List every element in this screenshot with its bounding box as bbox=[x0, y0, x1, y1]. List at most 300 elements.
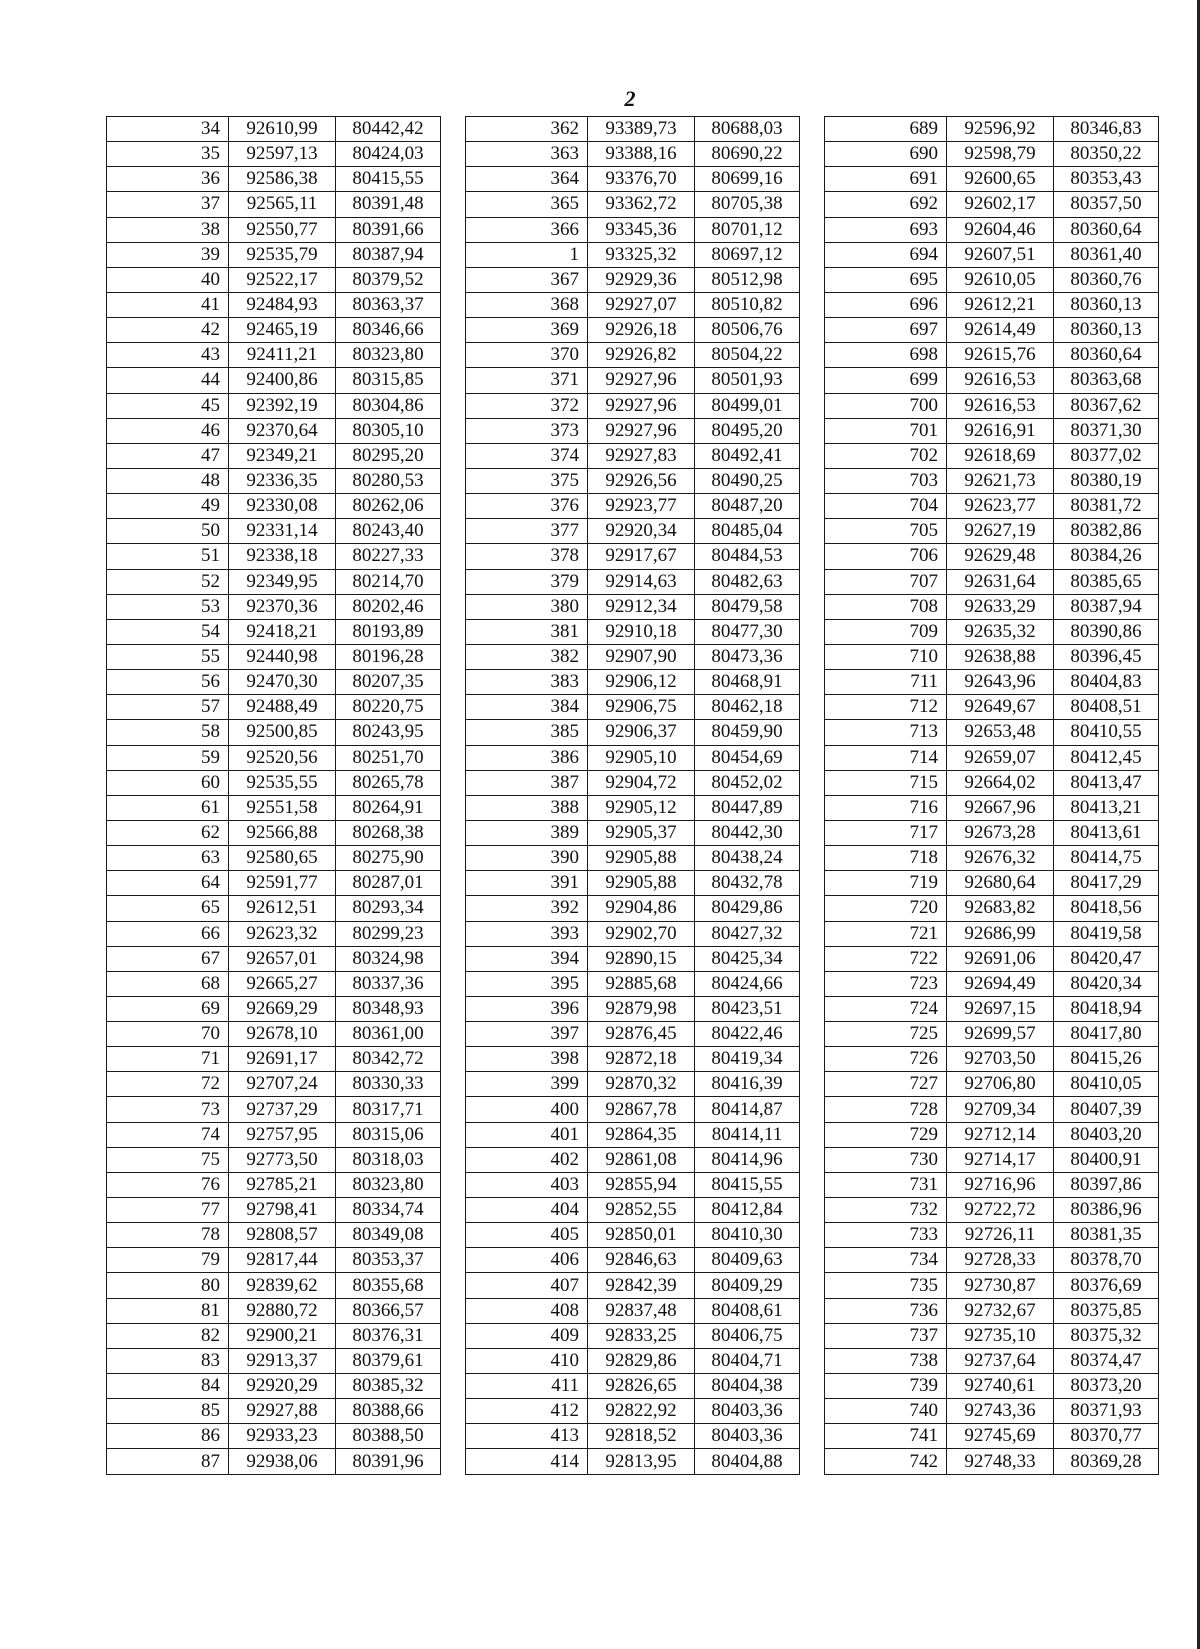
point-number-cell: 364 bbox=[466, 167, 588, 192]
point-number-cell: 401 bbox=[466, 1122, 588, 1147]
table-row bbox=[825, 1223, 1159, 1248]
x-coordinate-cell: 92484,93 bbox=[229, 292, 336, 317]
y-coordinate-cell: 80346,83 bbox=[1054, 117, 1159, 142]
x-coordinate-cell: 92649,67 bbox=[947, 695, 1054, 720]
point-number-cell: 44 bbox=[107, 368, 229, 393]
y-coordinate-cell: 80367,62 bbox=[1054, 393, 1159, 418]
y-coordinate-cell: 80487,20 bbox=[695, 494, 800, 519]
y-coordinate-cell: 80342,72 bbox=[336, 1047, 441, 1072]
table-row bbox=[107, 167, 441, 192]
point-number-cell: 383 bbox=[466, 670, 588, 695]
x-coordinate-cell: 92822,92 bbox=[588, 1399, 695, 1424]
x-coordinate-cell: 92743,36 bbox=[947, 1399, 1054, 1424]
table-row bbox=[825, 368, 1159, 393]
point-number-cell: 41 bbox=[107, 292, 229, 317]
x-coordinate-cell: 92338,18 bbox=[229, 544, 336, 569]
x-coordinate-cell: 92349,21 bbox=[229, 443, 336, 468]
point-number-cell: 380 bbox=[466, 594, 588, 619]
table-row bbox=[825, 770, 1159, 795]
table-row bbox=[466, 519, 800, 544]
table-row bbox=[825, 946, 1159, 971]
y-coordinate-cell: 80280,53 bbox=[336, 468, 441, 493]
x-coordinate-cell: 92586,38 bbox=[229, 167, 336, 192]
point-number-cell: 36 bbox=[107, 167, 229, 192]
table-row bbox=[107, 896, 441, 921]
point-number-cell: 727 bbox=[825, 1072, 947, 1097]
x-coordinate-cell: 92686,99 bbox=[947, 921, 1054, 946]
y-coordinate-cell: 80400,91 bbox=[1054, 1147, 1159, 1172]
table-row bbox=[107, 192, 441, 217]
x-coordinate-cell: 92864,35 bbox=[588, 1122, 695, 1147]
x-coordinate-cell: 92535,79 bbox=[229, 242, 336, 267]
table-row bbox=[107, 318, 441, 343]
x-coordinate-cell: 92600,65 bbox=[947, 167, 1054, 192]
table-row bbox=[107, 418, 441, 443]
point-number-cell: 80 bbox=[107, 1273, 229, 1298]
point-number-cell: 410 bbox=[466, 1348, 588, 1373]
x-coordinate-cell: 92635,32 bbox=[947, 619, 1054, 644]
y-coordinate-cell: 80410,05 bbox=[1054, 1072, 1159, 1097]
y-coordinate-cell: 80385,32 bbox=[336, 1374, 441, 1399]
y-coordinate-cell: 80418,56 bbox=[1054, 896, 1159, 921]
table-row bbox=[825, 443, 1159, 468]
table-row bbox=[466, 393, 800, 418]
x-coordinate-cell: 92703,50 bbox=[947, 1047, 1054, 1072]
table-row bbox=[466, 670, 800, 695]
x-coordinate-cell: 92566,88 bbox=[229, 820, 336, 845]
table-row bbox=[107, 846, 441, 871]
table-row bbox=[466, 971, 800, 996]
y-coordinate-cell: 80304,86 bbox=[336, 393, 441, 418]
point-number-cell: 713 bbox=[825, 720, 947, 745]
x-coordinate-cell: 92712,14 bbox=[947, 1122, 1054, 1147]
y-coordinate-cell: 80295,20 bbox=[336, 443, 441, 468]
point-number-cell: 78 bbox=[107, 1223, 229, 1248]
x-coordinate-cell: 92737,29 bbox=[229, 1097, 336, 1122]
point-number-cell: 73 bbox=[107, 1097, 229, 1122]
x-coordinate-cell: 92905,12 bbox=[588, 795, 695, 820]
table-row bbox=[107, 1348, 441, 1373]
x-coordinate-cell: 92904,86 bbox=[588, 896, 695, 921]
table-row bbox=[466, 996, 800, 1021]
x-coordinate-cell: 92829,86 bbox=[588, 1348, 695, 1373]
table-row bbox=[466, 418, 800, 443]
point-number-cell: 34 bbox=[107, 117, 229, 142]
x-coordinate-cell: 92596,92 bbox=[947, 117, 1054, 142]
table-row bbox=[107, 1097, 441, 1122]
x-coordinate-cell: 92773,50 bbox=[229, 1147, 336, 1172]
point-number-cell: 370 bbox=[466, 343, 588, 368]
x-coordinate-cell: 92926,82 bbox=[588, 343, 695, 368]
point-number-cell: 1 bbox=[466, 242, 588, 267]
point-number-cell: 86 bbox=[107, 1424, 229, 1449]
y-coordinate-cell: 80382,86 bbox=[1054, 519, 1159, 544]
y-coordinate-cell: 80699,16 bbox=[695, 167, 800, 192]
point-number-cell: 738 bbox=[825, 1348, 947, 1373]
x-coordinate-cell: 92551,58 bbox=[229, 795, 336, 820]
x-coordinate-cell: 92638,88 bbox=[947, 644, 1054, 669]
y-coordinate-cell: 80330,33 bbox=[336, 1072, 441, 1097]
y-coordinate-cell: 80363,68 bbox=[1054, 368, 1159, 393]
table-row bbox=[825, 1273, 1159, 1298]
y-coordinate-cell: 80380,19 bbox=[1054, 468, 1159, 493]
point-number-cell: 704 bbox=[825, 494, 947, 519]
y-coordinate-cell: 80353,37 bbox=[336, 1248, 441, 1273]
x-coordinate-cell: 92913,37 bbox=[229, 1348, 336, 1373]
x-coordinate-cell: 92929,36 bbox=[588, 267, 695, 292]
x-coordinate-cell: 92520,56 bbox=[229, 745, 336, 770]
y-coordinate-cell: 80492,41 bbox=[695, 443, 800, 468]
table-row bbox=[825, 1248, 1159, 1273]
table-row bbox=[825, 1449, 1159, 1474]
y-coordinate-cell: 80429,86 bbox=[695, 896, 800, 921]
table-row bbox=[825, 695, 1159, 720]
y-coordinate-cell: 80385,65 bbox=[1054, 569, 1159, 594]
point-number-cell: 705 bbox=[825, 519, 947, 544]
y-coordinate-cell: 80378,70 bbox=[1054, 1248, 1159, 1273]
y-coordinate-cell: 80348,93 bbox=[336, 996, 441, 1021]
coordinates-table-middle bbox=[465, 116, 800, 1475]
table-row bbox=[107, 468, 441, 493]
table-row bbox=[825, 1147, 1159, 1172]
y-coordinate-cell: 80207,35 bbox=[336, 670, 441, 695]
point-number-cell: 394 bbox=[466, 946, 588, 971]
table-row bbox=[825, 1323, 1159, 1348]
y-coordinate-cell: 80423,51 bbox=[695, 996, 800, 1021]
point-number-cell: 35 bbox=[107, 142, 229, 167]
point-number-cell: 70 bbox=[107, 1022, 229, 1047]
table-row bbox=[825, 1097, 1159, 1122]
table-row bbox=[825, 971, 1159, 996]
x-coordinate-cell: 92817,44 bbox=[229, 1248, 336, 1273]
point-number-cell: 388 bbox=[466, 795, 588, 820]
y-coordinate-cell: 80360,13 bbox=[1054, 292, 1159, 317]
y-coordinate-cell: 80337,36 bbox=[336, 971, 441, 996]
table-row bbox=[466, 1399, 800, 1424]
y-coordinate-cell: 80202,46 bbox=[336, 594, 441, 619]
point-number-cell: 59 bbox=[107, 745, 229, 770]
x-coordinate-cell: 92370,36 bbox=[229, 594, 336, 619]
x-coordinate-cell: 92612,21 bbox=[947, 292, 1054, 317]
table-row bbox=[107, 770, 441, 795]
y-coordinate-cell: 80315,06 bbox=[336, 1122, 441, 1147]
point-number-cell: 375 bbox=[466, 468, 588, 493]
table-row bbox=[107, 795, 441, 820]
table-row bbox=[466, 117, 800, 142]
x-coordinate-cell: 92621,73 bbox=[947, 468, 1054, 493]
x-coordinate-cell: 92914,63 bbox=[588, 569, 695, 594]
table-row bbox=[825, 292, 1159, 317]
table-row bbox=[107, 393, 441, 418]
point-number-cell: 398 bbox=[466, 1047, 588, 1072]
point-number-cell: 53 bbox=[107, 594, 229, 619]
point-number-cell: 400 bbox=[466, 1097, 588, 1122]
x-coordinate-cell: 92330,08 bbox=[229, 494, 336, 519]
point-number-cell: 717 bbox=[825, 820, 947, 845]
y-coordinate-cell: 80227,33 bbox=[336, 544, 441, 569]
point-number-cell: 399 bbox=[466, 1072, 588, 1097]
point-number-cell: 409 bbox=[466, 1323, 588, 1348]
x-coordinate-cell: 92905,10 bbox=[588, 745, 695, 770]
point-number-cell: 50 bbox=[107, 519, 229, 544]
point-number-cell: 696 bbox=[825, 292, 947, 317]
y-coordinate-cell: 80484,53 bbox=[695, 544, 800, 569]
y-coordinate-cell: 80413,61 bbox=[1054, 820, 1159, 845]
x-coordinate-cell: 92488,49 bbox=[229, 695, 336, 720]
y-coordinate-cell: 80479,58 bbox=[695, 594, 800, 619]
y-coordinate-cell: 80353,43 bbox=[1054, 167, 1159, 192]
y-coordinate-cell: 80404,38 bbox=[695, 1374, 800, 1399]
x-coordinate-cell: 92349,95 bbox=[229, 569, 336, 594]
y-coordinate-cell: 80459,90 bbox=[695, 720, 800, 745]
table-row bbox=[825, 619, 1159, 644]
y-coordinate-cell: 80414,11 bbox=[695, 1122, 800, 1147]
point-number-cell: 692 bbox=[825, 192, 947, 217]
y-coordinate-cell: 80408,51 bbox=[1054, 695, 1159, 720]
x-coordinate-cell: 93389,73 bbox=[588, 117, 695, 142]
y-coordinate-cell: 80374,47 bbox=[1054, 1348, 1159, 1373]
point-number-cell: 67 bbox=[107, 946, 229, 971]
y-coordinate-cell: 80473,36 bbox=[695, 644, 800, 669]
point-number-cell: 371 bbox=[466, 368, 588, 393]
point-number-cell: 733 bbox=[825, 1223, 947, 1248]
point-number-cell: 403 bbox=[466, 1172, 588, 1197]
point-number-cell: 721 bbox=[825, 921, 947, 946]
x-coordinate-cell: 92732,67 bbox=[947, 1298, 1054, 1323]
x-coordinate-cell: 92627,19 bbox=[947, 519, 1054, 544]
y-coordinate-cell: 80409,63 bbox=[695, 1248, 800, 1273]
x-coordinate-cell: 92591,77 bbox=[229, 871, 336, 896]
x-coordinate-cell: 92706,80 bbox=[947, 1072, 1054, 1097]
point-number-cell: 726 bbox=[825, 1047, 947, 1072]
table-row bbox=[466, 745, 800, 770]
x-coordinate-cell: 92905,37 bbox=[588, 820, 695, 845]
y-coordinate-cell: 80350,22 bbox=[1054, 142, 1159, 167]
y-coordinate-cell: 80390,86 bbox=[1054, 619, 1159, 644]
point-number-cell: 84 bbox=[107, 1374, 229, 1399]
table-row bbox=[107, 1424, 441, 1449]
table-row bbox=[107, 871, 441, 896]
table-row bbox=[466, 1097, 800, 1122]
point-number-cell: 372 bbox=[466, 393, 588, 418]
point-number-cell: 381 bbox=[466, 619, 588, 644]
y-coordinate-cell: 80512,98 bbox=[695, 267, 800, 292]
y-coordinate-cell: 80510,82 bbox=[695, 292, 800, 317]
x-coordinate-cell: 92440,98 bbox=[229, 644, 336, 669]
point-number-cell: 45 bbox=[107, 393, 229, 418]
x-coordinate-cell: 92923,77 bbox=[588, 494, 695, 519]
x-coordinate-cell: 92879,98 bbox=[588, 996, 695, 1021]
table-row bbox=[825, 494, 1159, 519]
x-coordinate-cell: 92740,61 bbox=[947, 1374, 1054, 1399]
x-coordinate-cell: 92370,64 bbox=[229, 418, 336, 443]
y-coordinate-cell: 80417,80 bbox=[1054, 1022, 1159, 1047]
x-coordinate-cell: 92643,96 bbox=[947, 670, 1054, 695]
table-row bbox=[107, 921, 441, 946]
x-coordinate-cell: 92331,14 bbox=[229, 519, 336, 544]
table-row bbox=[466, 619, 800, 644]
x-coordinate-cell: 92418,21 bbox=[229, 619, 336, 644]
y-coordinate-cell: 80690,22 bbox=[695, 142, 800, 167]
table-row bbox=[466, 871, 800, 896]
point-number-cell: 734 bbox=[825, 1248, 947, 1273]
y-coordinate-cell: 80501,93 bbox=[695, 368, 800, 393]
x-coordinate-cell: 92833,25 bbox=[588, 1323, 695, 1348]
x-coordinate-cell: 92910,18 bbox=[588, 619, 695, 644]
table-row bbox=[466, 1122, 800, 1147]
x-coordinate-cell: 92616,91 bbox=[947, 418, 1054, 443]
table-row bbox=[825, 393, 1159, 418]
point-number-cell: 407 bbox=[466, 1273, 588, 1298]
table-row bbox=[107, 1399, 441, 1424]
y-coordinate-cell: 80432,78 bbox=[695, 871, 800, 896]
x-coordinate-cell: 92633,29 bbox=[947, 594, 1054, 619]
y-coordinate-cell: 80419,34 bbox=[695, 1047, 800, 1072]
point-number-cell: 54 bbox=[107, 619, 229, 644]
x-coordinate-cell: 92565,11 bbox=[229, 192, 336, 217]
y-coordinate-cell: 80427,32 bbox=[695, 921, 800, 946]
y-coordinate-cell: 80397,86 bbox=[1054, 1172, 1159, 1197]
table-row bbox=[825, 192, 1159, 217]
x-coordinate-cell: 92850,01 bbox=[588, 1223, 695, 1248]
x-coordinate-cell: 92867,78 bbox=[588, 1097, 695, 1122]
point-number-cell: 363 bbox=[466, 142, 588, 167]
point-number-cell: 707 bbox=[825, 569, 947, 594]
point-number-cell: 51 bbox=[107, 544, 229, 569]
table-row bbox=[466, 594, 800, 619]
table-row bbox=[825, 670, 1159, 695]
table-row bbox=[825, 921, 1159, 946]
x-coordinate-cell: 92872,18 bbox=[588, 1047, 695, 1072]
x-coordinate-cell: 92659,07 bbox=[947, 745, 1054, 770]
x-coordinate-cell: 92550,77 bbox=[229, 217, 336, 242]
point-number-cell: 402 bbox=[466, 1147, 588, 1172]
x-coordinate-cell: 92846,63 bbox=[588, 1248, 695, 1273]
table-row bbox=[825, 267, 1159, 292]
y-coordinate-cell: 80360,64 bbox=[1054, 343, 1159, 368]
table-row bbox=[107, 1072, 441, 1097]
x-coordinate-cell: 92818,52 bbox=[588, 1424, 695, 1449]
x-coordinate-cell: 92716,96 bbox=[947, 1172, 1054, 1197]
x-coordinate-cell: 92653,48 bbox=[947, 720, 1054, 745]
table-row bbox=[466, 292, 800, 317]
point-number-cell: 77 bbox=[107, 1198, 229, 1223]
point-number-cell: 42 bbox=[107, 318, 229, 343]
y-coordinate-cell: 80415,55 bbox=[695, 1172, 800, 1197]
y-coordinate-cell: 80387,94 bbox=[1054, 594, 1159, 619]
y-coordinate-cell: 80422,46 bbox=[695, 1022, 800, 1047]
x-coordinate-cell: 92798,41 bbox=[229, 1198, 336, 1223]
point-number-cell: 716 bbox=[825, 795, 947, 820]
table-row bbox=[825, 343, 1159, 368]
x-coordinate-cell: 92927,88 bbox=[229, 1399, 336, 1424]
y-coordinate-cell: 80420,47 bbox=[1054, 946, 1159, 971]
y-coordinate-cell: 80391,66 bbox=[336, 217, 441, 242]
point-number-cell: 703 bbox=[825, 468, 947, 493]
point-number-cell: 708 bbox=[825, 594, 947, 619]
y-coordinate-cell: 80262,06 bbox=[336, 494, 441, 519]
table-row bbox=[107, 368, 441, 393]
table-row bbox=[107, 1374, 441, 1399]
point-number-cell: 382 bbox=[466, 644, 588, 669]
point-number-cell: 690 bbox=[825, 142, 947, 167]
y-coordinate-cell: 80408,61 bbox=[695, 1298, 800, 1323]
table-row bbox=[825, 117, 1159, 142]
table-row bbox=[825, 468, 1159, 493]
point-number-cell: 730 bbox=[825, 1147, 947, 1172]
x-coordinate-cell: 92709,34 bbox=[947, 1097, 1054, 1122]
y-coordinate-cell: 80346,66 bbox=[336, 318, 441, 343]
x-coordinate-cell: 93345,36 bbox=[588, 217, 695, 242]
point-number-cell: 46 bbox=[107, 418, 229, 443]
x-coordinate-cell: 92465,19 bbox=[229, 318, 336, 343]
y-coordinate-cell: 80243,95 bbox=[336, 720, 441, 745]
x-coordinate-cell: 93376,70 bbox=[588, 167, 695, 192]
table-row bbox=[107, 1172, 441, 1197]
y-coordinate-cell: 80361,40 bbox=[1054, 242, 1159, 267]
x-coordinate-cell: 92870,32 bbox=[588, 1072, 695, 1097]
x-coordinate-cell: 92678,10 bbox=[229, 1022, 336, 1047]
table-row bbox=[466, 1047, 800, 1072]
table-row bbox=[107, 544, 441, 569]
x-coordinate-cell: 92400,86 bbox=[229, 368, 336, 393]
x-coordinate-cell: 93362,72 bbox=[588, 192, 695, 217]
x-coordinate-cell: 92842,39 bbox=[588, 1273, 695, 1298]
x-coordinate-cell: 92927,96 bbox=[588, 418, 695, 443]
y-coordinate-cell: 80375,85 bbox=[1054, 1298, 1159, 1323]
y-coordinate-cell: 80482,63 bbox=[695, 569, 800, 594]
x-coordinate-cell: 92905,88 bbox=[588, 871, 695, 896]
y-coordinate-cell: 80447,89 bbox=[695, 795, 800, 820]
table-row bbox=[466, 217, 800, 242]
point-number-cell: 367 bbox=[466, 267, 588, 292]
y-coordinate-cell: 80275,90 bbox=[336, 846, 441, 871]
x-coordinate-cell: 92927,83 bbox=[588, 443, 695, 468]
y-coordinate-cell: 80265,78 bbox=[336, 770, 441, 795]
point-number-cell: 737 bbox=[825, 1323, 947, 1348]
table-row bbox=[825, 1399, 1159, 1424]
point-number-cell: 63 bbox=[107, 846, 229, 871]
point-number-cell: 62 bbox=[107, 820, 229, 845]
table-row bbox=[466, 946, 800, 971]
point-number-cell: 694 bbox=[825, 242, 947, 267]
x-coordinate-cell: 92697,15 bbox=[947, 996, 1054, 1021]
y-coordinate-cell: 80196,28 bbox=[336, 644, 441, 669]
y-coordinate-cell: 80381,35 bbox=[1054, 1223, 1159, 1248]
x-coordinate-cell: 92336,35 bbox=[229, 468, 336, 493]
point-number-cell: 74 bbox=[107, 1122, 229, 1147]
x-coordinate-cell: 92785,21 bbox=[229, 1172, 336, 1197]
point-number-cell: 742 bbox=[825, 1449, 947, 1474]
x-coordinate-cell: 92680,64 bbox=[947, 871, 1054, 896]
point-number-cell: 52 bbox=[107, 569, 229, 594]
x-coordinate-cell: 92933,23 bbox=[229, 1424, 336, 1449]
table-row bbox=[107, 644, 441, 669]
table-row bbox=[466, 494, 800, 519]
y-coordinate-cell: 80425,34 bbox=[695, 946, 800, 971]
point-number-cell: 64 bbox=[107, 871, 229, 896]
point-number-cell: 736 bbox=[825, 1298, 947, 1323]
point-number-cell: 701 bbox=[825, 418, 947, 443]
y-coordinate-cell: 80468,91 bbox=[695, 670, 800, 695]
y-coordinate-cell: 80323,80 bbox=[336, 1172, 441, 1197]
point-number-cell: 720 bbox=[825, 896, 947, 921]
table-row bbox=[825, 1047, 1159, 1072]
y-coordinate-cell: 80268,38 bbox=[336, 820, 441, 845]
point-number-cell: 715 bbox=[825, 770, 947, 795]
table-row bbox=[107, 292, 441, 317]
table-row bbox=[466, 1424, 800, 1449]
